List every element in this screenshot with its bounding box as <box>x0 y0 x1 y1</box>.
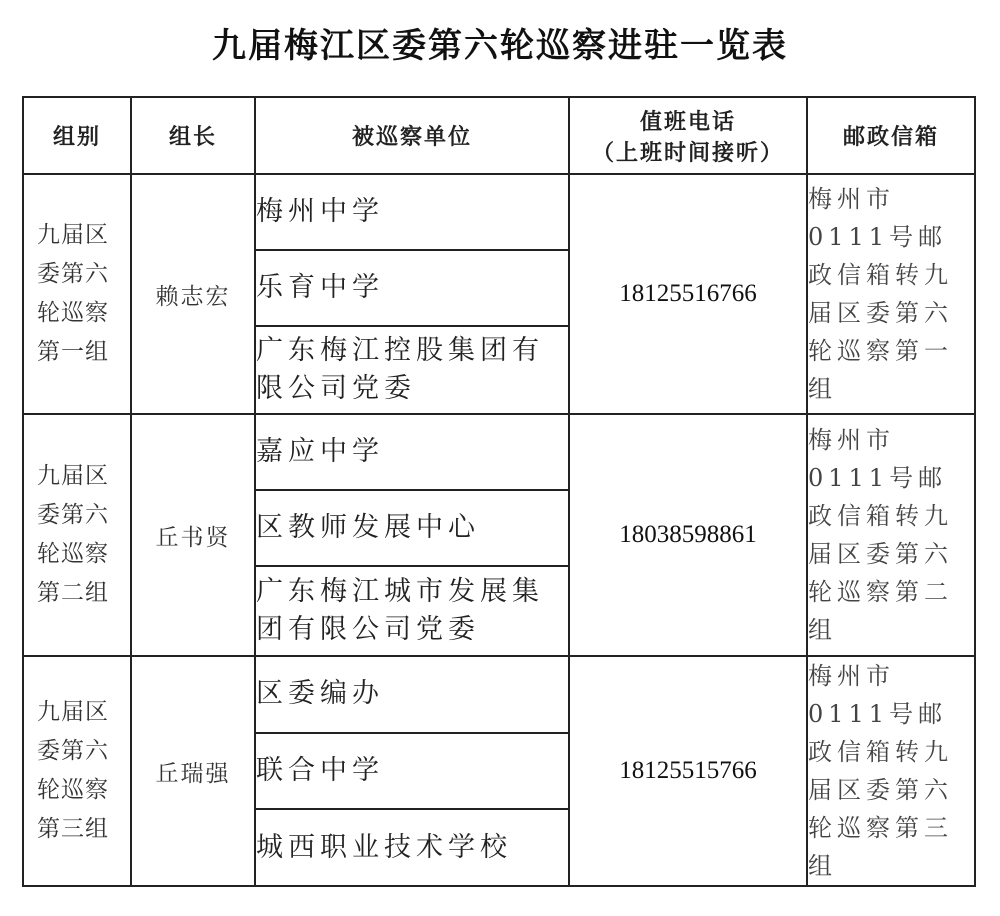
page-title: 九届梅江区委第六轮巡察进驻一览表 <box>212 26 788 66</box>
phone-number: 18125515766 <box>569 656 807 886</box>
header-row <box>23 97 975 174</box>
leader-name: 丘书贤 <box>131 414 255 656</box>
unit-name: 嘉应中学 <box>255 414 569 490</box>
unit-name: 联合中学 <box>255 733 569 810</box>
group-name-cell <box>23 656 131 886</box>
unit-name: 乐育中学 <box>255 250 569 326</box>
table-row <box>23 414 975 490</box>
group-name: 九届区委第六轮巡察第一组 <box>37 222 109 365</box>
leader-name: 赖志宏 <box>131 174 255 414</box>
mailbox-address: 梅州市0111号邮政信箱转九届区委第六轮巡察第三组 <box>808 662 953 880</box>
group-name-cell <box>23 414 131 656</box>
header-group: 组别 <box>23 97 131 174</box>
unit-name: 城西职业技术学校 <box>255 809 569 886</box>
unit-name: 区委编办 <box>255 656 569 733</box>
mailbox-cell <box>807 174 975 414</box>
header-phone-line2: （上班时间接听） <box>591 139 784 166</box>
table-row <box>23 174 975 250</box>
unit-name: 广东梅江城市发展集团有限公司党委 <box>255 566 569 656</box>
unit-name: 梅州中学 <box>255 174 569 250</box>
unit-name: 广东梅江控股集团有限公司党委 <box>255 326 569 414</box>
phone-number: 18125516766 <box>569 174 807 414</box>
header-mailbox: 邮政信箱 <box>807 97 975 174</box>
unit-name: 区教师发展中心 <box>255 490 569 566</box>
header-phone <box>569 97 807 174</box>
mailbox-cell <box>807 414 975 656</box>
mailbox-cell <box>807 656 975 886</box>
inspection-table <box>22 96 976 887</box>
group-name-cell <box>23 174 131 414</box>
leader-name: 丘瑞强 <box>131 656 255 886</box>
header-leader: 组长 <box>131 97 255 174</box>
phone-number: 18038598861 <box>569 414 807 656</box>
table-row <box>23 656 975 733</box>
group-name: 九届区委第六轮巡察第三组 <box>37 699 109 842</box>
header-unit: 被巡察单位 <box>255 97 569 174</box>
mailbox-address: 梅州市0111号邮政信箱转九届区委第六轮巡察第二组 <box>808 426 953 644</box>
header-phone-line1: 值班电话 <box>639 108 736 135</box>
mailbox-address: 梅州市0111号邮政信箱转九届区委第六轮巡察第一组 <box>808 185 953 403</box>
group-name: 九届区委第六轮巡察第二组 <box>37 463 109 606</box>
